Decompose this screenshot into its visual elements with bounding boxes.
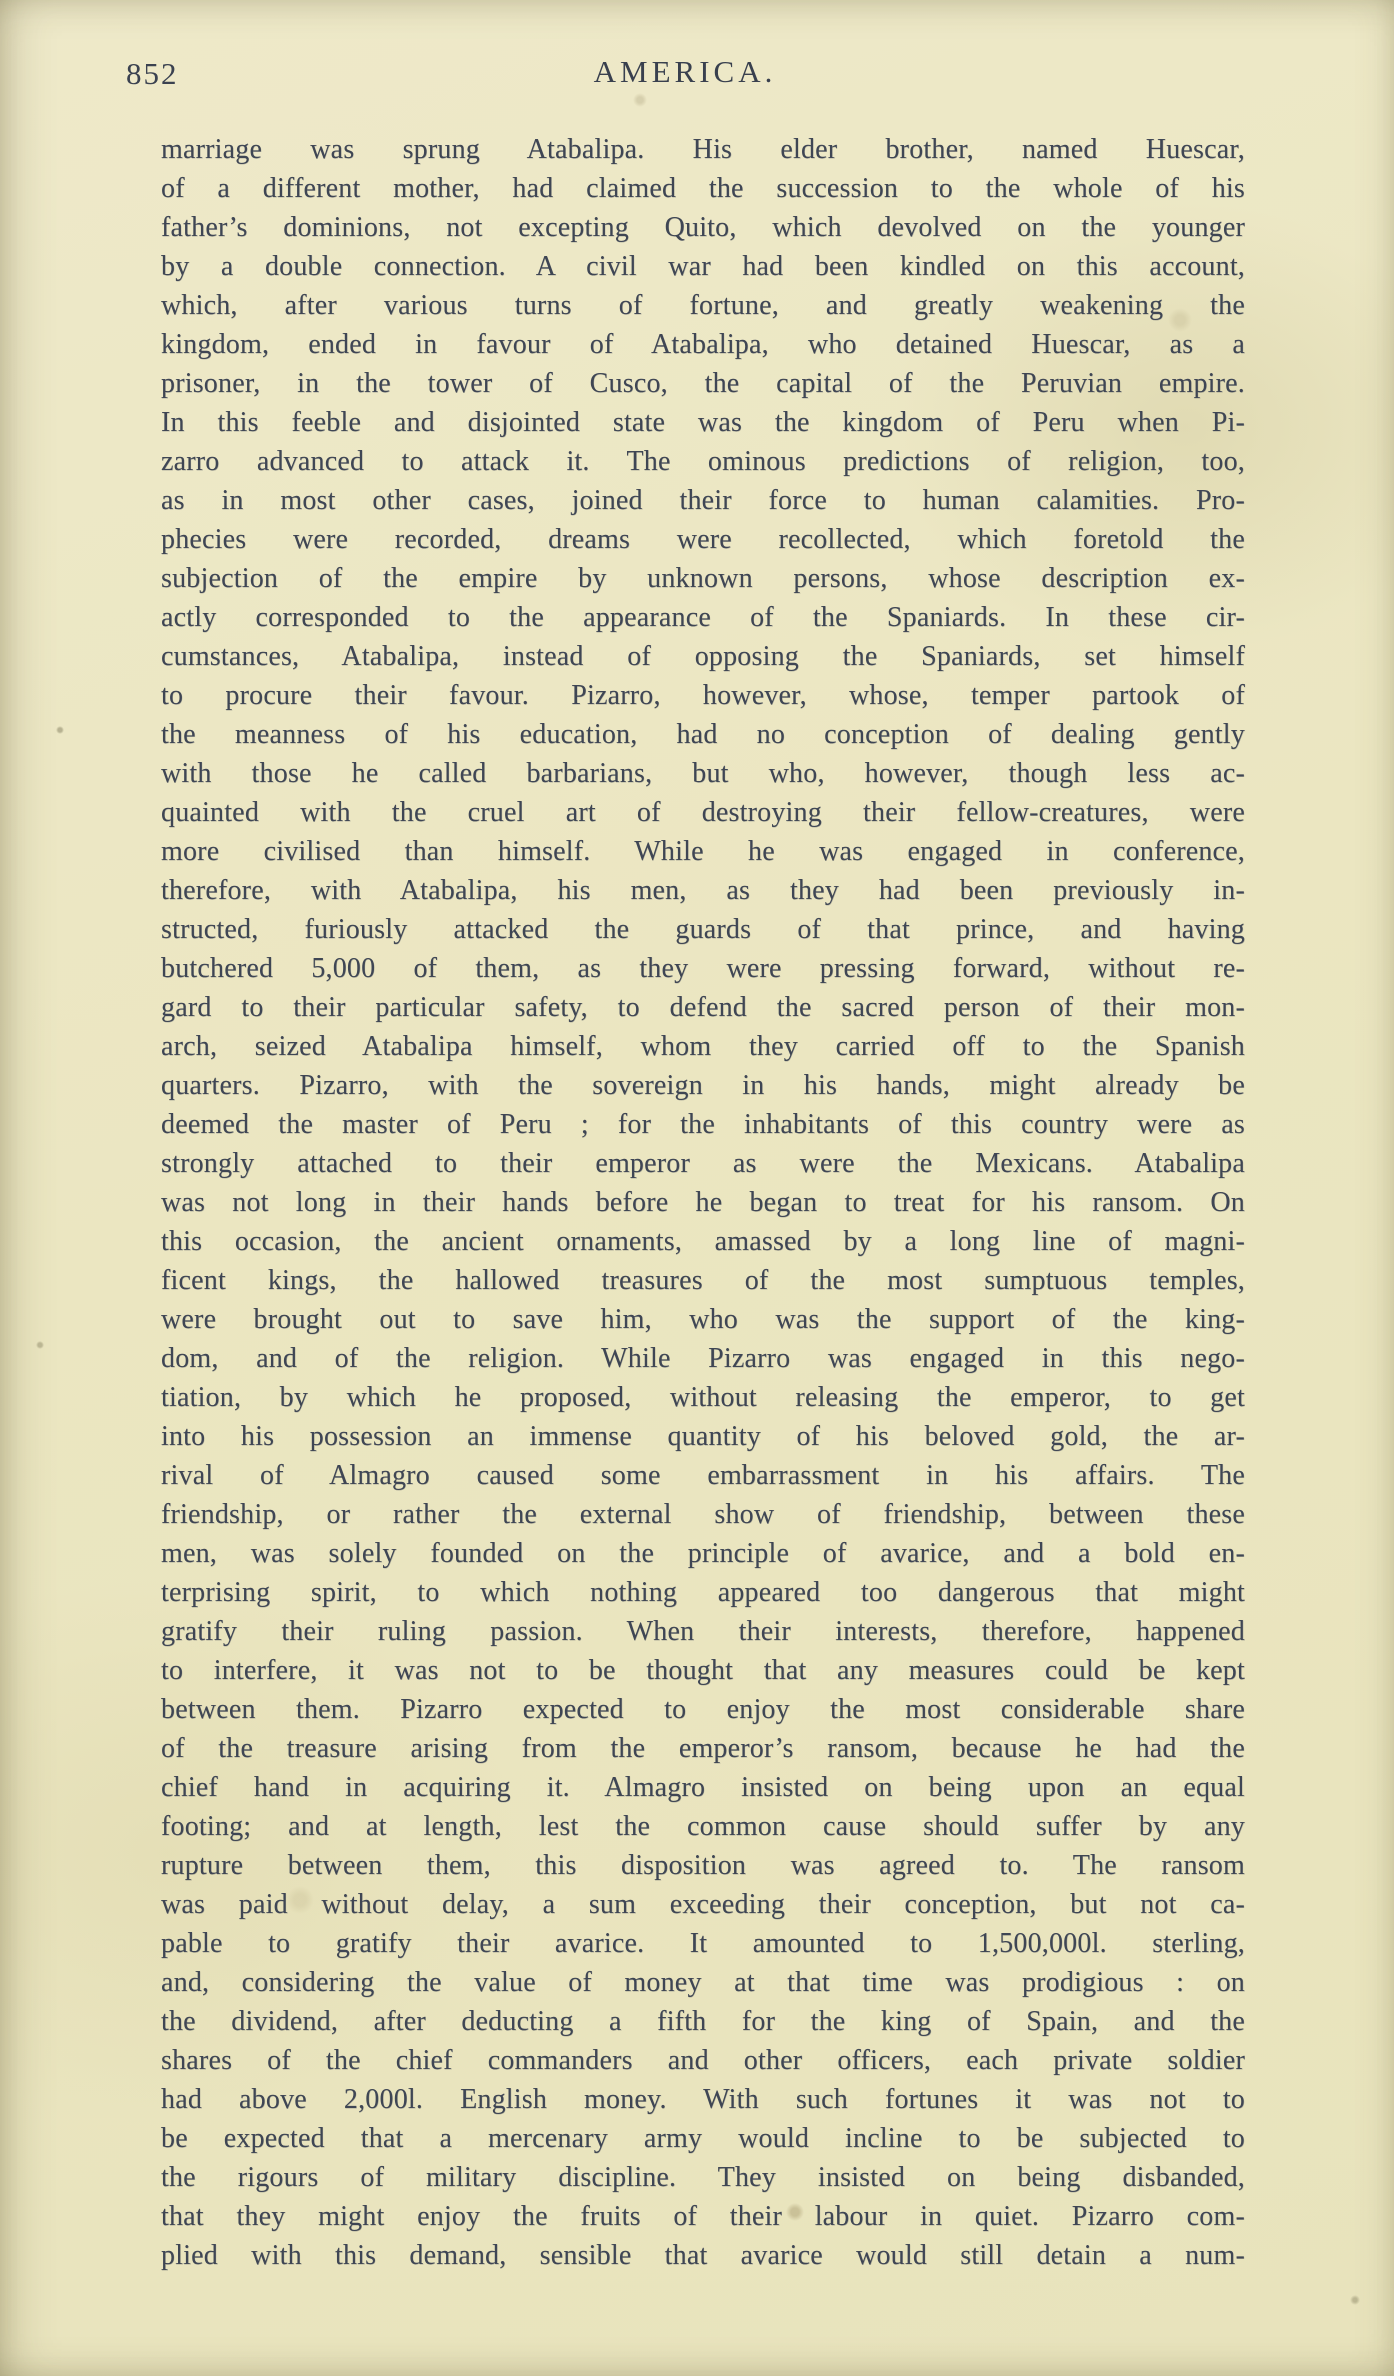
text-line: footing; and at length, lest the common cause should suffer by any — [161, 1811, 1245, 1842]
text-line: between them. Pizarro expected to enjoy the most considerable share — [161, 1694, 1245, 1725]
text-line: ficent kings, the hallowed treasures of the most sumptuous temples, — [161, 1265, 1245, 1296]
text-line: the rigours of military discipline. They insisted on being disbanded, — [161, 2162, 1245, 2193]
text-line: cumstances, Atabalipa, instead of opposing the Spaniards, set himself — [161, 641, 1245, 672]
text-line: deemed the master of Peru ; for the inhabitants of this country were as — [161, 1109, 1245, 1140]
text-line: had above 2,000l. English money. With such fortunes it was not to — [161, 2084, 1245, 2115]
text-line: and, considering the value of money at that time was prodigious : on — [161, 1967, 1245, 1998]
text-line: the meanness of his education, had no conception of dealing gently — [161, 719, 1245, 750]
text-line: friendship, or rather the external show of friendship, between these — [161, 1499, 1245, 1530]
text-line: gard to their particular safety, to defend the sacred person of their mon- — [161, 992, 1245, 1023]
text-line: gratify their ruling passion. When their interests, therefore, happened — [161, 1616, 1245, 1647]
text-line: pable to gratify their avarice. It amounted to 1,500,000l. sterling, — [161, 1928, 1245, 1959]
text-line: as in most other cases, joined their force to human calamities. Pro- — [161, 485, 1245, 516]
text-line: was paid without delay, a sum exceeding their conception, but not ca- — [161, 1889, 1245, 1920]
running-title: AMERICA. — [593, 54, 777, 89]
text-line: plied with this demand, sensible that avarice would still detain a num- — [161, 2240, 1245, 2271]
text-line: father’s dominions, not excepting Quito, which devolved on the younger — [161, 212, 1245, 243]
text-line: tiation, by which he proposed, without releasing the emperor, to get — [161, 1382, 1245, 1413]
text-line: of a different mother, had claimed the succession to the whole of his — [161, 173, 1245, 204]
page-number: 852 — [126, 56, 179, 91]
text-line: be expected that a mercenary army would incline to be subjected to — [161, 2123, 1245, 2154]
text-line: therefore, with Atabalipa, his men, as they had been previously in- — [161, 875, 1245, 906]
text-line: rupture between them, this disposition was agreed to. The ransom — [161, 1850, 1245, 1881]
text-line: chief hand in acquiring it. Almagro insisted on being upon an equal — [161, 1772, 1245, 1803]
text-line: shares of the chief commanders and other officers, each private soldier — [161, 2045, 1245, 2076]
body-text — [161, 130, 1245, 2275]
text-line: men, was solely founded on the principle of avarice, and a bold en- — [161, 1538, 1245, 1569]
text-line: actly corresponded to the appearance of the Spaniards. In these cir- — [161, 602, 1245, 633]
text-line: terprising spirit, to which nothing appeared too dangerous that might — [161, 1577, 1245, 1608]
text-line: marriage was sprung Atabalipa. His elder brother, named Huescar, — [161, 134, 1245, 165]
text-line: phecies were recorded, dreams were recollected, which foretold the — [161, 524, 1245, 555]
text-line: to interfere, it was not to be thought that any measures could be kept — [161, 1655, 1245, 1686]
text-line: to procure their favour. Pizarro, however, whose, temper partook of — [161, 680, 1245, 711]
text-line: zarro advanced to attack it. The ominous predictions of religion, too, — [161, 446, 1245, 477]
text-line: more civilised than himself. While he was engaged in conference, — [161, 836, 1245, 867]
text-line: into his possession an immense quantity of his beloved gold, the ar- — [161, 1421, 1245, 1452]
text-line: arch, seized Atabalipa himself, whom they carried off to the Spanish — [161, 1031, 1245, 1062]
text-line: kingdom, ended in favour of Atabalipa, who detained Huescar, as a — [161, 329, 1245, 360]
page-header — [126, 54, 1244, 98]
text-line: structed, furiously attacked the guards of that prince, and having — [161, 914, 1245, 945]
text-line: the dividend, after deducting a fifth for the king of Spain, and the — [161, 2006, 1245, 2037]
text-line: quarters. Pizarro, with the sovereign in his hands, might already be — [161, 1070, 1245, 1101]
text-line: that they might enjoy the fruits of their labour in quiet. Pizarro com- — [161, 2201, 1245, 2232]
text-line: In this feeble and disjointed state was the kingdom of Peru when Pi- — [161, 407, 1245, 438]
text-line: strongly attached to their emperor as were the Mexicans. Atabalipa — [161, 1148, 1245, 1179]
text-line: by a double connection. A civil war had been kindled on this account, — [161, 251, 1245, 282]
text-line: rival of Almagro caused some embarrassment in his affairs. The — [161, 1460, 1245, 1491]
text-line: which, after various turns of fortune, and greatly weakening the — [161, 290, 1245, 321]
text-line: was not long in their hands before he began to treat for his ransom. On — [161, 1187, 1245, 1218]
text-line: of the treasure arising from the emperor’s ransom, because he had the — [161, 1733, 1245, 1764]
text-line: subjection of the empire by unknown persons, whose description ex- — [161, 563, 1245, 594]
text-line: prisoner, in the tower of Cusco, the capital of the Peruvian empire. — [161, 368, 1245, 399]
text-line: this occasion, the ancient ornaments, amassed by a long line of magni- — [161, 1226, 1245, 1257]
text-line: butchered 5,000 of them, as they were pressing forward, without re- — [161, 953, 1245, 984]
text-line: dom, and of the religion. While Pizarro was engaged in this nego- — [161, 1343, 1245, 1374]
text-line: were brought out to save him, who was the support of the king- — [161, 1304, 1245, 1335]
text-line: with those he called barbarians, but who, however, though less ac- — [161, 758, 1245, 789]
text-line: quainted with the cruel art of destroying their fellow-creatures, were — [161, 797, 1245, 828]
